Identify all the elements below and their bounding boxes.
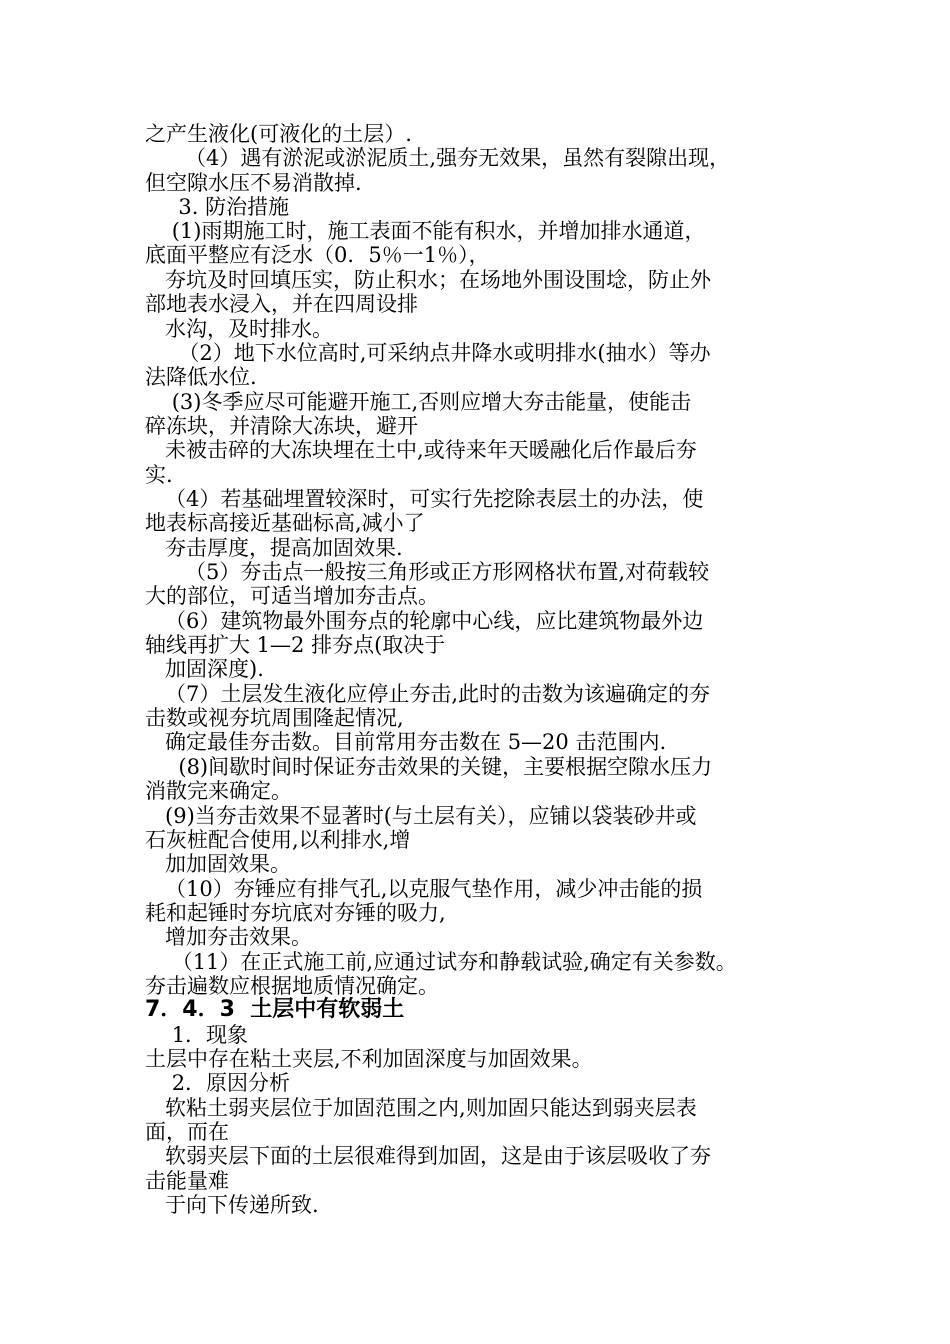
section-title: 7．4．3 土层中有软弱土: [145, 997, 405, 1022]
text-line: 轴线再扩大 1—2 排夯点(取决于: [145, 633, 446, 657]
subsection-heading: 1．现象: [145, 1023, 249, 1047]
text-line: 击能量难: [145, 1169, 229, 1193]
text-line: (1)雨期施工时，施工表面不能有积水，并增加排水通道，: [145, 219, 706, 243]
text-line: (3)冬季应尽可能避开施工,否则应增大夯击能量，使能击: [145, 390, 692, 414]
text-line: 部地表水浸入，并在四周设排: [145, 292, 418, 316]
text-line: 未被击碎的大冻块埋在土中,或待来年天暖融化后作最后夯: [145, 438, 697, 462]
text-line: 夯击遍数应根据地质情况确定。: [145, 974, 439, 998]
text-line: 夯坑及时回填压实，防止积水；在场地外围设围埝，防止外: [145, 268, 712, 292]
subsection-heading: 2．原因分析: [145, 1071, 291, 1095]
text-line: (8)间歇时间时保证夯击效果的关键，主要根据空隙水压力: [145, 755, 713, 779]
text-line: （11）在正式施工前,应通过试夯和静载试验,确定有关参数。: [145, 950, 737, 974]
text-line: 石灰桩配合使用,以利排水,增: [145, 828, 411, 852]
text-line: 面，而在: [145, 1120, 229, 1144]
text-line: 耗和起锤时夯坑底对夯锤的吸力,: [145, 901, 446, 925]
text-line: （10）夯锤应有排气孔,以克服气垫作用，减少冲击能的损: [145, 877, 703, 901]
text-line: 碎冻块，并清除大冻块，避开: [145, 414, 418, 438]
text-line: 夯击厚度，提高加固效果.: [145, 536, 403, 560]
text-line: （4）遇有淤泥或淤泥质土,强夯无效果，虽然有裂隙出现，: [145, 146, 731, 170]
text-line: 击数或视夯坑周围隆起情况,: [145, 706, 404, 730]
text-line: （7）土层发生液化应停止夯击,此时的击数为该遍确定的夯: [145, 682, 711, 706]
text-line: 法降低水位.: [145, 365, 257, 389]
text-line: 加加固效果。: [145, 852, 292, 876]
text-line: 土层中存在粘土夹层,不利加固深度与加固效果。: [145, 1047, 593, 1071]
text-line: 大的部位，可适当增加夯击点。: [145, 584, 439, 608]
text-line: 之产生液化(可液化的土层）.: [145, 122, 412, 146]
text-line: （2）地下水位高时,可采纳点井降水或明排水(抽水）等办: [145, 341, 711, 365]
text-line: 加固深度).: [145, 657, 264, 681]
text-line: 实.: [145, 463, 173, 487]
text-line: (9)当夯击效果不显著时(与土层有关），应铺以袋装砂井或: [145, 804, 697, 828]
text-line: 消散完来确定。: [145, 779, 292, 803]
text-line: 软弱夹层下面的土层很难得到加固，这是由于该层吸收了夯: [145, 1144, 712, 1168]
text-line: （6）建筑物最外围夯点的轮廓中心线，应比建筑物最外边: [145, 609, 704, 633]
text-line: 于向下传递所致.: [145, 1193, 319, 1217]
text-line: （4）若基础埋置较深时，可实行先挖除表层土的办法，使: [145, 487, 704, 511]
text-line: 水沟，及时排水。: [145, 317, 334, 341]
text-line: 确定最佳夯击数。目前常用夯击数在 5—20 击范围内.: [145, 730, 667, 754]
text-line: 地表标高接近基础标高,减小了: [145, 511, 425, 535]
text-line: 增加夯击效果。: [145, 925, 313, 949]
section-heading: 3. 防治措施: [145, 195, 290, 219]
text-line: 软粘土弱夹层位于加固范围之内,则加固只能达到弱夹层表: [145, 1096, 697, 1120]
text-line: 但空隙水压不易消散掉.: [145, 171, 362, 195]
text-line: （5）夯击点一般按三角形或正方形网格状布置,对荷载较: [145, 560, 710, 584]
text-line: 底面平整应有泛水（0．5％一1％），: [145, 243, 490, 267]
